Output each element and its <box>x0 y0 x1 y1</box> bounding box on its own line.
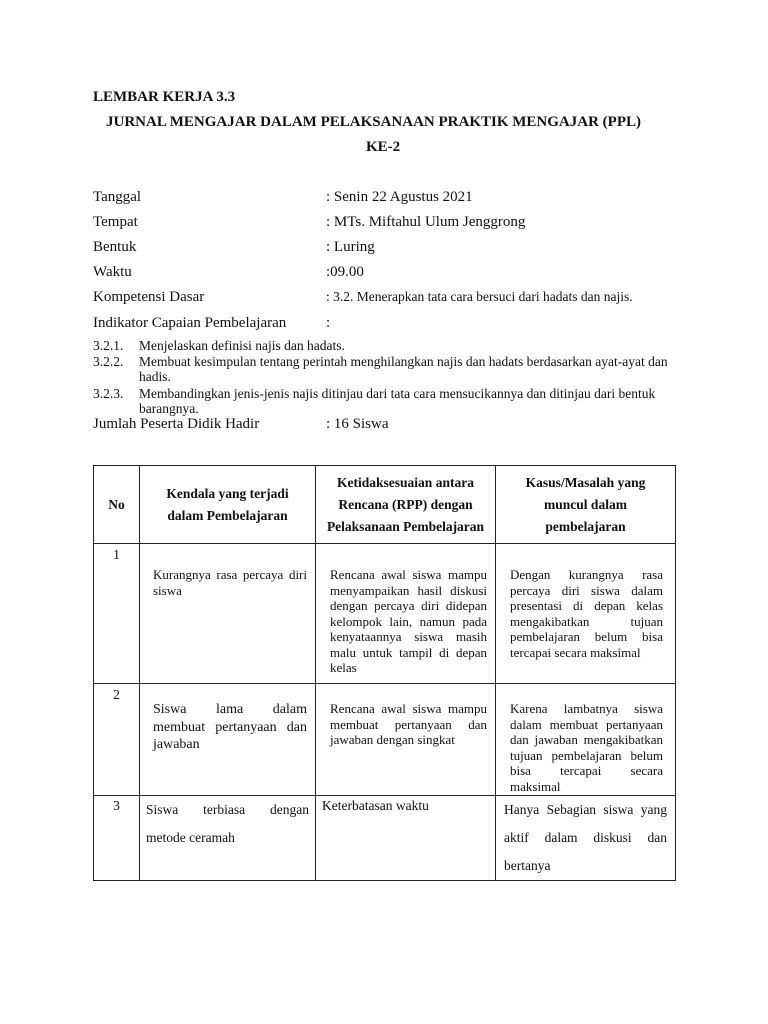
field-value-waktu: :09.00 <box>326 264 364 280</box>
field-label-tanggal: Tanggal <box>93 189 142 205</box>
cell-kendala: Kurangnya rasa percaya diri siswa <box>140 544 316 684</box>
table-row <box>94 684 676 796</box>
indicator-text: Membandingkan jenis-jenis najis ditinjau dari tata cara mensucikannya dan ditinjau dari bentuk barangnya. <box>139 386 656 416</box>
journal-heading-ke: KE-2 <box>366 139 401 155</box>
cell-kasus: Karena lambatnya siswa dalam membuat pertanyaan dan jawaban mengakibatkan tujuan pembelajaran belum bisa tercapai secara maksimal <box>496 684 676 796</box>
field-label-kompetensi: Kompetensi Dasar <box>93 289 205 305</box>
field-value-bentuk: : Luring <box>326 239 375 255</box>
header-kendala: Kendala yang terjadi dalam Pembelajaran <box>140 466 316 544</box>
table-row <box>94 544 676 684</box>
field-label-tempat: Tempat <box>93 214 138 230</box>
cell-ketidaksesuaian: Keterbatasan waktu <box>316 796 496 881</box>
cell-kendala: Siswa terbiasa dengan metode ceramah <box>140 796 316 881</box>
field-value-tanggal: : Senin 22 Agustus 2021 <box>326 189 473 205</box>
indicator-number: 3.2.1. <box>93 338 124 353</box>
field-label-waktu: Waktu <box>93 264 132 280</box>
field-label-indikator: Indikator Capaian Pembelajaran <box>93 315 287 331</box>
attendance-value: : 16 Siswa <box>326 416 389 432</box>
field-value-kompetensi: : 3.2. Menerapkan tata cara bersuci dari hadats dan najis. <box>326 289 633 304</box>
cell-kendala: Siswa lama dalam membuat pertanyaan dan jawaban <box>140 684 316 796</box>
indicator-number: 3.2.3. <box>93 386 124 401</box>
document-title: LEMBAR KERJA 3.3 <box>93 89 236 105</box>
header-no: No <box>94 466 140 544</box>
indicator-text: Menjelaskan definisi najis dan hadats. <box>139 338 345 353</box>
field-label-bentuk: Bentuk <box>93 239 137 255</box>
cell-kasus: Hanya Sebagian siswa yang aktif dalam diskusi dan bertanya <box>496 796 676 881</box>
journal-table <box>93 465 676 881</box>
table-header-row <box>94 466 676 544</box>
field-value-indikator: : <box>326 315 331 331</box>
row-number: 2 <box>94 684 140 796</box>
field-value-tempat: : MTs. Miftahul Ulum Jenggrong <box>326 214 526 230</box>
row-number: 3 <box>94 796 140 881</box>
cell-ketidaksesuaian: Rencana awal siswa mampu menyampaikan hasil diskusi dengan percaya diri didepan kelompok lain, namun pada kenyataannya siswa masih malu untuk tampil di depan kelas <box>316 544 496 684</box>
header-ketidaksesuaian: Ketidaksesuaian antara Rencana (RPP) dengan Pelaksanaan Pembelajaran <box>316 466 496 544</box>
indicator-number: 3.2.2. <box>93 354 124 369</box>
cell-kasus: Dengan kurangnya rasa percaya diri siswa dalam presentasi di depan kelas mengakibatkan tujuan pembelajaran belum bisa tercapai secara maksimal <box>496 544 676 684</box>
attendance-label: Jumlah Peserta Didik Hadir <box>93 416 260 432</box>
journal-heading: JURNAL MENGAJAR DALAM PELAKSANAAN PRAKTIK MENGAJAR (PPL) <box>106 114 641 130</box>
cell-ketidaksesuaian: Rencana awal siswa mampu membuat pertanyaan dan jawaban dengan singkat <box>316 684 496 796</box>
header-kasus: Kasus/Masalah yang muncul dalam pembelajaran <box>496 466 676 544</box>
indicator-text: Membuat kesimpulan tentang perintah menghilangkan najis dan hadats berdasarkan ayat-ayat dan hadis. <box>139 354 668 384</box>
row-number: 1 <box>94 544 140 684</box>
table-row <box>94 796 676 881</box>
